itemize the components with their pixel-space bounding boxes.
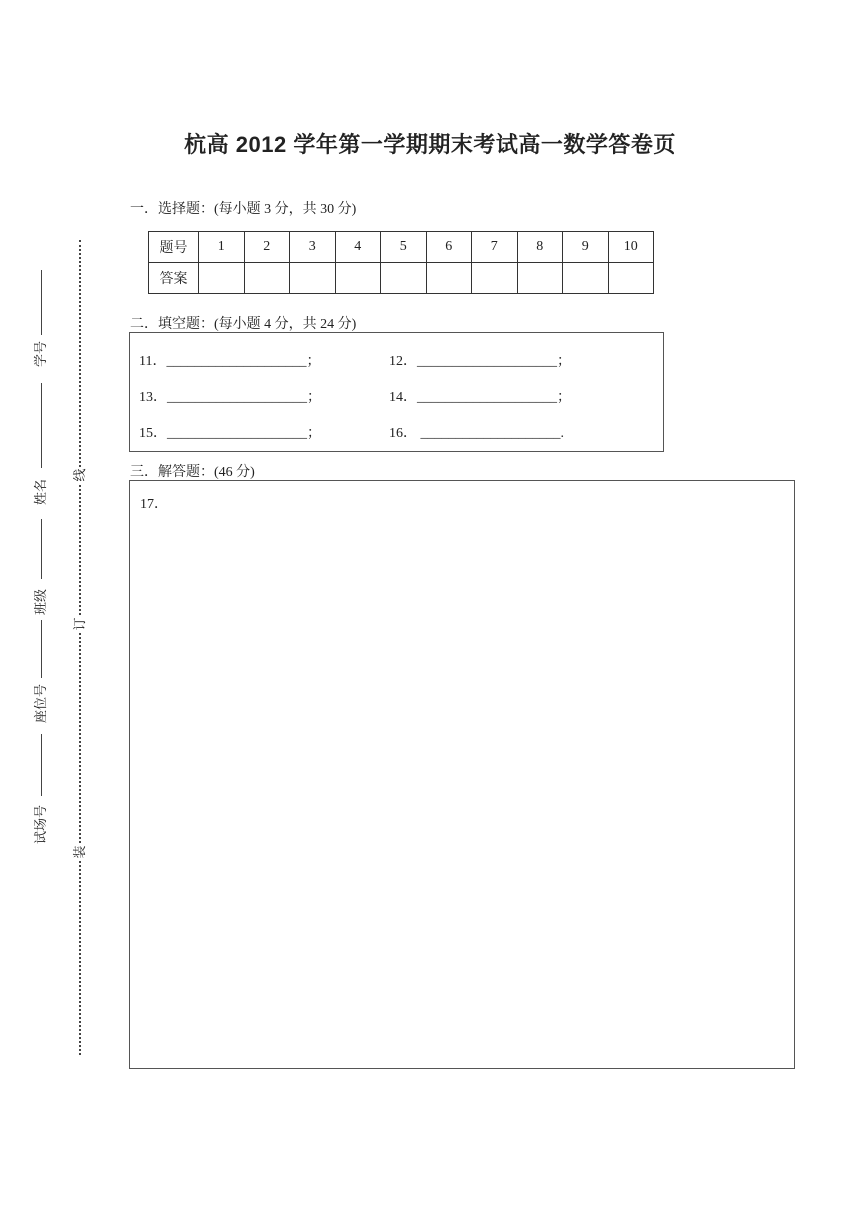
answer-cell[interactable] — [608, 263, 654, 294]
fill-item-number: 16． — [389, 426, 417, 441]
answer-cell[interactable] — [290, 263, 336, 294]
fill-item-number: 11． — [139, 354, 167, 369]
answer-cell[interactable] — [244, 263, 290, 294]
student-id-label: 学号 — [33, 341, 48, 368]
fill-item[interactable] — [389, 386, 571, 406]
fill-item[interactable] — [139, 350, 320, 370]
fill-blank[interactable]: ____________________ — [417, 354, 557, 369]
fill-blank[interactable]: ____________________ — [417, 426, 561, 441]
fill-item-end: ； — [307, 390, 321, 405]
fill-blank[interactable]: ____________________ — [167, 426, 307, 441]
question-number-cell: 10 — [608, 232, 654, 263]
seat-number-label: 座位号 — [33, 683, 48, 723]
binding-dotted-line — [79, 240, 81, 1055]
question-number-cell: 4 — [335, 232, 381, 263]
info-writing-line[interactable] — [41, 519, 42, 579]
fill-item-number: 12． — [389, 354, 417, 369]
fill-answer-box — [129, 332, 664, 452]
question-number-cell: 7 — [472, 232, 518, 263]
seal-char-zhuang: 装 — [72, 845, 87, 859]
fill-blank[interactable]: ____________________ — [167, 390, 307, 405]
fill-item-number: 13． — [139, 390, 167, 405]
fill-item-end: ； — [306, 354, 321, 369]
fill-item-end: ； — [557, 390, 571, 405]
fill-blank[interactable]: ____________________ — [166, 354, 307, 369]
answer-cell[interactable] — [381, 263, 427, 294]
exam-room-label: 试场号 — [33, 804, 48, 844]
seal-char-ding: 订 — [72, 617, 87, 631]
question-number-cell: 8 — [517, 232, 563, 263]
answer-cell[interactable] — [335, 263, 381, 294]
question-number-cell: 5 — [381, 232, 427, 263]
info-writing-line[interactable] — [41, 270, 42, 335]
question-number-cell: 1 — [199, 232, 245, 263]
solution-answer-box[interactable] — [129, 480, 795, 1069]
answer-cell[interactable] — [472, 263, 518, 294]
page-title: 杭高 2012 学年第一学期期末考试高一数学答卷页 — [184, 132, 676, 157]
table-header-cell: 答案 — [149, 263, 199, 294]
fill-item[interactable] — [139, 386, 321, 406]
info-writing-line[interactable] — [41, 734, 42, 796]
fill-item-end: . — [560, 426, 564, 441]
fill-item[interactable] — [389, 350, 571, 370]
fill-section-heading: 二．填空题：(每小题 4 分，共 24 分) — [130, 317, 357, 332]
choice-number-row — [149, 232, 654, 263]
question-17-number: 17． — [140, 497, 168, 512]
table-header-cell: 题号 — [149, 232, 199, 263]
question-number-cell: 3 — [290, 232, 336, 263]
fill-item-number: 14． — [389, 390, 417, 405]
answer-cell[interactable] — [426, 263, 472, 294]
fill-item-end: ； — [557, 354, 571, 369]
class-label: 班级 — [33, 589, 48, 616]
question-number-cell: 6 — [426, 232, 472, 263]
seal-char-xian: 线 — [72, 468, 87, 482]
answer-cell[interactable] — [199, 263, 245, 294]
question-number-cell: 9 — [563, 232, 609, 263]
fill-item-number: 15． — [139, 426, 167, 441]
fill-item-end: ； — [307, 426, 321, 441]
choice-answer-row — [149, 263, 654, 294]
student-name-label: 姓名 — [33, 479, 48, 506]
choice-section-heading: 一．选择题：(每小题 3 分，共 30 分) — [130, 202, 357, 217]
fill-item[interactable] — [139, 422, 321, 442]
fill-blank[interactable]: ____________________ — [417, 390, 557, 405]
info-writing-line[interactable] — [41, 620, 42, 678]
choice-answer-table — [148, 231, 654, 294]
solve-section-heading: 三．解答题：(46 分) — [130, 465, 255, 480]
info-writing-line[interactable] — [41, 383, 42, 468]
fill-item[interactable] — [389, 422, 564, 442]
answer-cell[interactable] — [563, 263, 609, 294]
question-number-cell: 2 — [244, 232, 290, 263]
answer-cell[interactable] — [517, 263, 563, 294]
